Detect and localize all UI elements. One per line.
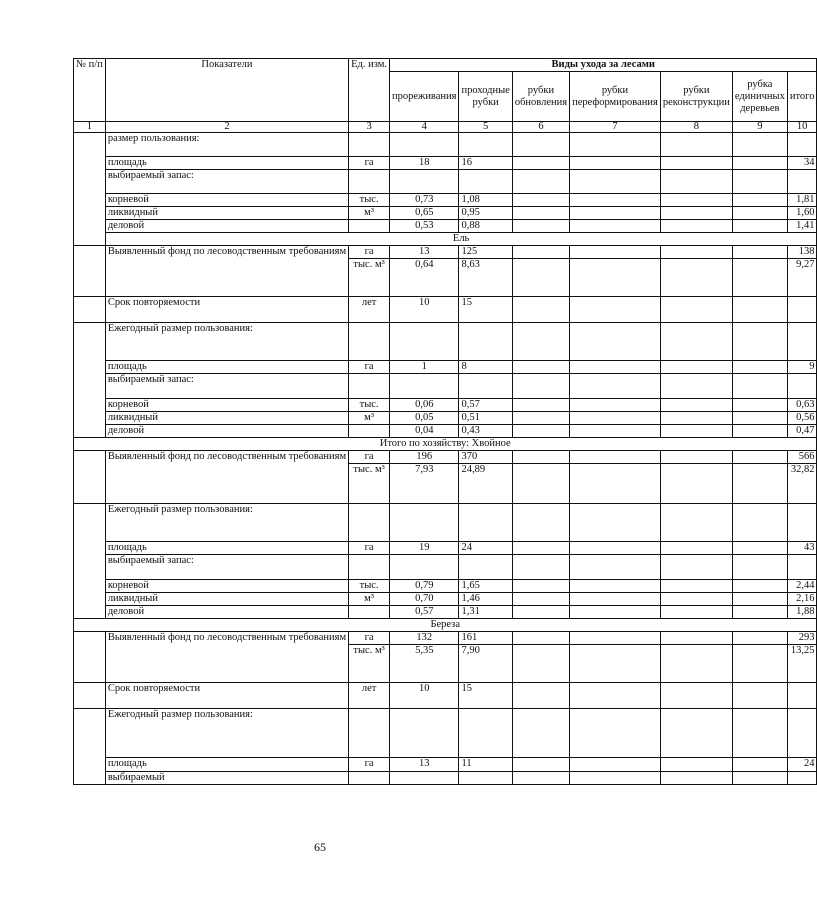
value-cell: 24,89 <box>459 464 512 504</box>
value-cell: 13 <box>390 758 459 772</box>
section-row <box>74 233 817 246</box>
section-title-coniferous-total: Итого по хозяйству: Хвойное <box>74 438 817 451</box>
label-business: деловой <box>105 606 348 619</box>
value-cell: 0,56 <box>787 412 817 425</box>
value-cell: 9 <box>787 361 817 374</box>
value-cell: 370 <box>459 451 512 464</box>
value-cell: 0,70 <box>390 593 459 606</box>
col-index: 5 <box>459 122 512 133</box>
unit-tys: тыс. <box>353 259 373 270</box>
table-row <box>74 323 817 361</box>
header-row-group <box>74 59 817 72</box>
col-index: 10 <box>787 122 817 133</box>
value-cell: 0,04 <box>390 425 459 438</box>
value-cell: 7,93 <box>390 464 459 504</box>
col-header-indicators: Показатели <box>105 59 348 122</box>
table-row <box>74 425 817 438</box>
unit-m3: м³ <box>374 464 385 475</box>
table-row <box>74 399 817 412</box>
value-cell: 1,88 <box>787 606 817 619</box>
value-cell: 7,90 <box>459 645 512 683</box>
label-area: площадь <box>105 758 348 772</box>
value-cell: 293 <box>787 632 817 645</box>
unit-tys: тыс. <box>353 645 373 656</box>
label-annual-usage: Ежегодный размер пользования: <box>105 504 348 542</box>
value-cell: 19 <box>390 542 459 555</box>
value-cell: 0,73 <box>390 194 459 207</box>
value-cell: 11 <box>459 758 512 772</box>
label-extracted-stock: выбираемый запас: <box>105 170 348 194</box>
col-index: 3 <box>349 122 390 133</box>
table-row <box>74 361 817 374</box>
value-cell: 8 <box>459 361 512 374</box>
value-cell: 34 <box>787 157 817 170</box>
label-liquid: ликвидный <box>105 593 348 606</box>
value-cell: 9,27 <box>787 259 817 297</box>
col-index: 1 <box>74 122 106 133</box>
unit-years: лет <box>349 683 390 709</box>
col-header-renewal: рубки обновления <box>512 72 569 122</box>
unit-m3: м³ <box>374 259 385 270</box>
page-number: 65 <box>314 840 326 854</box>
value-cell: 13 <box>390 246 459 259</box>
value-cell: 0,95 <box>459 207 512 220</box>
value-cell: 1,31 <box>459 606 512 619</box>
col-index: 8 <box>660 122 732 133</box>
unit-ga: га <box>349 361 390 374</box>
unit-tys: тыс. <box>349 580 390 593</box>
label-business: деловой <box>105 220 348 233</box>
label-liquid: ликвидный <box>105 412 348 425</box>
label-root: корневой <box>105 194 348 207</box>
col-index: 7 <box>570 122 661 133</box>
value-cell: 196 <box>390 451 459 464</box>
section-title-birch: Береза <box>74 619 817 632</box>
value-cell: 1,60 <box>787 207 817 220</box>
value-cell: 5,35 <box>390 645 459 683</box>
table-row <box>74 157 817 170</box>
col-header-single-trees: рубка единичных деревьев <box>732 72 787 122</box>
value-cell: 566 <box>787 451 817 464</box>
unit-m3: м³ <box>349 207 390 220</box>
label-extracted-stock: выбираемый запас: <box>105 555 348 580</box>
unit-tys: тыс. <box>353 464 373 475</box>
value-cell: 132 <box>390 632 459 645</box>
label-area: площадь <box>105 361 348 374</box>
value-cell: 24 <box>787 758 817 772</box>
table-row <box>74 412 817 425</box>
section-row <box>74 619 817 632</box>
col-header-num: № п/п <box>74 59 106 122</box>
value-cell: 2,44 <box>787 580 817 593</box>
label-business: деловой <box>105 425 348 438</box>
value-cell: 0,65 <box>390 207 459 220</box>
table-row <box>74 593 817 606</box>
value-cell: 0,47 <box>787 425 817 438</box>
value-cell: 0,79 <box>390 580 459 593</box>
label-root: корневой <box>105 580 348 593</box>
table-row <box>74 632 817 645</box>
value-cell: 24 <box>459 542 512 555</box>
value-cell: 15 <box>459 683 512 709</box>
col-header-care-types: Виды ухода за лесами <box>390 59 817 72</box>
table-row <box>74 194 817 207</box>
table-row <box>74 580 817 593</box>
value-cell: 2,16 <box>787 593 817 606</box>
unit-tys: тыс. <box>349 399 390 412</box>
value-cell: 138 <box>787 246 817 259</box>
table-row <box>74 297 817 323</box>
label-root: корневой <box>105 399 348 412</box>
col-index: 2 <box>105 122 348 133</box>
col-index: 6 <box>512 122 569 133</box>
label-found-fund: Выявленный фонд по лесоводственным требованиям <box>105 246 348 297</box>
table-row <box>74 451 817 464</box>
table-row <box>74 772 817 785</box>
value-cell: 16 <box>459 157 512 170</box>
value-cell: 1,46 <box>459 593 512 606</box>
label-usage-size: размер пользования: <box>105 133 348 157</box>
label-period: Срок повторяемости <box>105 297 348 323</box>
table-row <box>74 542 817 555</box>
label-extracted-stock: выбираемый запас: <box>105 374 348 399</box>
col-header-passing: проходные рубки <box>459 72 512 122</box>
row-num-cell <box>74 133 106 246</box>
unit-ga: га <box>349 157 390 170</box>
value-cell: 1 <box>390 361 459 374</box>
unit-m3: м³ <box>374 645 385 656</box>
unit-ga: га <box>349 542 390 555</box>
col-index: 9 <box>732 122 787 133</box>
col-header-unit: Ед. изм. <box>349 59 390 122</box>
value-cell: 0,43 <box>459 425 512 438</box>
table-row <box>74 374 817 399</box>
value-cell: 0,57 <box>459 399 512 412</box>
unit-ga: га <box>349 246 390 259</box>
value-cell: 125 <box>459 246 512 259</box>
label-period: Срок повторяемости <box>105 683 348 709</box>
value-cell: 15 <box>459 297 512 323</box>
value-cell: 1,65 <box>459 580 512 593</box>
value-cell: 8,63 <box>459 259 512 297</box>
label-found-fund: Выявленный фонд по лесоводственным требованиям <box>105 451 348 504</box>
value-cell: 0,51 <box>459 412 512 425</box>
value-cell: 13,25 <box>787 645 817 683</box>
value-cell: 1,81 <box>787 194 817 207</box>
table-row <box>74 606 817 619</box>
table-row <box>74 170 817 194</box>
unit-years: лет <box>349 297 390 323</box>
col-header-reform: рубки переформирования <box>570 72 661 122</box>
table-row <box>74 504 817 542</box>
unit-ga: га <box>349 632 390 645</box>
unit-m3: м³ <box>349 593 390 606</box>
label-annual-usage: Ежегодный размер пользования: <box>105 323 348 361</box>
label-extracted: выбираемый <box>105 772 348 785</box>
table-row <box>74 683 817 709</box>
table-row <box>74 133 817 157</box>
table-row <box>74 220 817 233</box>
value-cell: 43 <box>787 542 817 555</box>
table-row <box>74 709 817 758</box>
unit-ga: га <box>349 451 390 464</box>
section-row <box>74 438 817 451</box>
table-row <box>74 555 817 580</box>
unit-m3: м³ <box>349 412 390 425</box>
label-found-fund: Выявленный фонд по лесоводственным требованиям <box>105 632 348 683</box>
table-row <box>74 246 817 259</box>
value-cell: 0,57 <box>390 606 459 619</box>
header-row-numbering <box>74 122 817 133</box>
col-header-thinning: прореживания <box>390 72 459 122</box>
value-cell: 0,64 <box>390 259 459 297</box>
table-row <box>74 758 817 772</box>
unit-tys-m3 <box>349 645 390 683</box>
col-index: 4 <box>390 122 459 133</box>
value-cell: 0,88 <box>459 220 512 233</box>
unit-tys-m3 <box>349 259 390 297</box>
value-cell: 32,82 <box>787 464 817 504</box>
unit-ga: га <box>349 758 390 772</box>
unit-tys: тыс. <box>349 194 390 207</box>
value-cell: 18 <box>390 157 459 170</box>
label-annual-usage: Ежегодный размер пользования: <box>105 709 348 758</box>
label-area: площадь <box>105 542 348 555</box>
value-cell: 10 <box>390 683 459 709</box>
unit-tys-m3 <box>349 464 390 504</box>
value-cell: 1,08 <box>459 194 512 207</box>
label-liquid: ликвидный <box>105 207 348 220</box>
forest-care-table <box>73 58 817 785</box>
label-area: площадь <box>105 157 348 170</box>
value-cell: 0,63 <box>787 399 817 412</box>
value-cell: 161 <box>459 632 512 645</box>
col-header-reconstruction: рубки реконструкции <box>660 72 732 122</box>
value-cell: 1,41 <box>787 220 817 233</box>
table-row <box>74 207 817 220</box>
col-header-total: итого <box>787 72 817 122</box>
section-title-spruce: Ель <box>105 233 817 246</box>
value-cell: 0,05 <box>390 412 459 425</box>
value-cell: 0,53 <box>390 220 459 233</box>
value-cell: 10 <box>390 297 459 323</box>
value-cell: 0,06 <box>390 399 459 412</box>
